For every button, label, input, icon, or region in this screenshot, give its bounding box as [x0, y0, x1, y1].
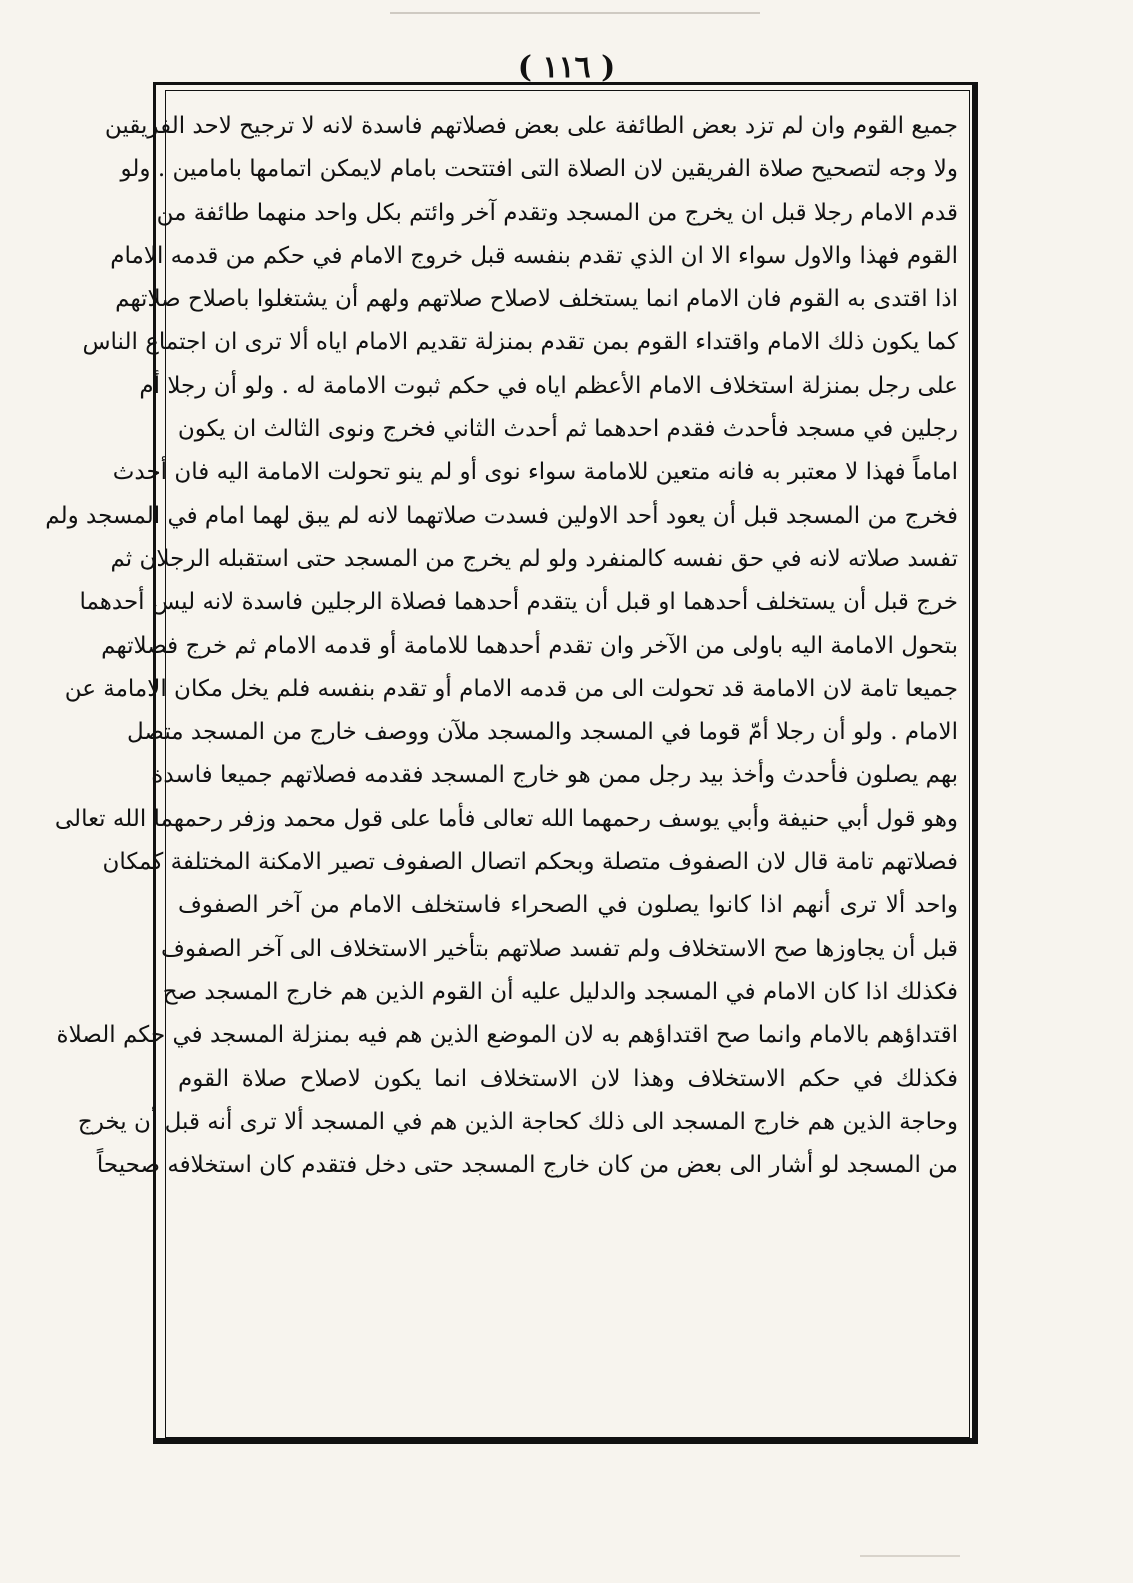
text-line: تفسد صلاته لانه في حق نفسه كالمنفرد ولو لم يخرج من المسجد حتى استقبله الرجلان ثم: [110, 545, 958, 572]
text-line: من المسجد لو أشار الى بعض من كان خارج المسجد حتى دخل فتقدم كان استخلافه صحيحاً: [96, 1152, 958, 1179]
text-line: الامام . ولو أن رجلا أمّ قوما في المسجد والمسجد ملآن ووصف خارج من المسجد متصل: [127, 719, 958, 746]
text-line: خرج قبل أن يستخلف أحدهما او قبل أن يتقدم أحدهما فصلاة الرجلين فاسدة لانه ليس أحدهما: [79, 589, 958, 616]
text-line: فصلاتهم تامة قال لان الصفوف متصلة وبحكم اتصال الصفوف تصير الامكنة المختلفة كمكان: [102, 849, 958, 876]
text-line: واحد ألا ترى أنهم اذا كانوا يصلون في الصحراء فاستخلف الامام من آخر الصفوف: [178, 892, 958, 919]
text-line: اماماً فهذا لا معتبر به فانه متعين للامامة سواء نوى أو لم ينو تحولت الامامة اليه فان أحدث: [112, 459, 958, 486]
text-line: فخرج من المسجد قبل أن يعود أحد الاولين فسدت صلاتهما لانه لم يبق لهما امام في المسجد ولم: [45, 502, 958, 529]
text-line: قبل أن يجاوزها صح الاستخلاف ولم تفسد صلاتهم بتأخير الاستخلاف الى آخر الصفوف: [161, 935, 958, 962]
top-rule: [390, 12, 760, 14]
text-line: على رجل بمنزلة استخلاف الامام الأعظم اياه في حكم ثبوت الامامة له . ولو أن رجلا أم: [139, 372, 958, 399]
text-line: فكذلك اذا كان الامام في المسجد والدليل عليه أن القوم الذين هم خارج المسجد صح: [162, 978, 958, 1005]
text-line: القوم فهذا والاول سواء الا ان الذي تقدم بنفسه قبل خروج الامام في حكم من قدمه الامام: [110, 242, 958, 269]
text-line: وهو قول أبي حنيفة وأبي يوسف رحمهما الله تعالى فأما على قول محمد وزفر رحمهما الله تعالى: [54, 805, 958, 832]
text-line: اذا اقتدى به القوم فان الامام انما يستخلف لاصلاح صلاتهم ولهم أن يشتغلوا باصلاح صلاتهم: [115, 286, 958, 313]
text-line: رجلين في مسجد فأحدث فقدم احدهما ثم أحدث الثاني فخرج ونوى الثالث ان يكون: [177, 416, 958, 443]
page-number: ( ١١٦ ): [517, 50, 616, 85]
text-line: جميع القوم وان لم تزد بعض الطائفة على بعض فصلاتهم فاسدة لانه لا ترجيح لاحد الفريقين: [104, 113, 958, 139]
body-text: [45, 105, 958, 1435]
text-line: اقتداؤهم بالامام وانما صح اقتداؤهم به لان الموضع الذين هم فيه بمنزلة المسجد في حكم الصلاة: [56, 1022, 958, 1049]
text-line: قدم الامام رجلا قبل ان يخرج من المسجد وتقدم آخر وائتم بكل واحد منهما طائفة من: [156, 199, 958, 226]
text-line: فكذلك في حكم الاستخلاف وهذا لان الاستخلاف انما يكون لاصلاح صلاة القوم: [178, 1065, 958, 1092]
text-line: بتحول الامامة اليه باولى من الآخر وان تقدم أحدهما للامامة أو قدمه الامام ثم خرج فصلاتهم: [101, 632, 958, 659]
bottom-mark: [860, 1555, 960, 1557]
text-line: كما يكون ذلك الامام واقتداء القوم بمن تقدم بمنزلة تقديم الامام اياه ألا ترى ان اجتماع الناس: [82, 329, 958, 356]
text-line: وحاجة الذين هم خارج المسجد الى ذلك كحاجة الذين هم في المسجد ألا ترى أنه قبل أن يخرج: [77, 1108, 958, 1135]
text-line: بهم يصلون فأحدث وأخذ بيد رجل ممن هو خارج المسجد فقدمه فصلاتهم جميعا فاسدة: [151, 762, 958, 789]
text-line: ولا وجه لتصحيح صلاة الفريقين لان الصلاة التى افتتحت بامام لايمكن اتمامها بامامين . ولو: [120, 156, 958, 183]
text-line: جميعا تامة لان الامامة قد تحولت الى من قدمه الامام أو تقدم بنفسه فلم يخل مكان الامامة عن: [64, 675, 958, 702]
